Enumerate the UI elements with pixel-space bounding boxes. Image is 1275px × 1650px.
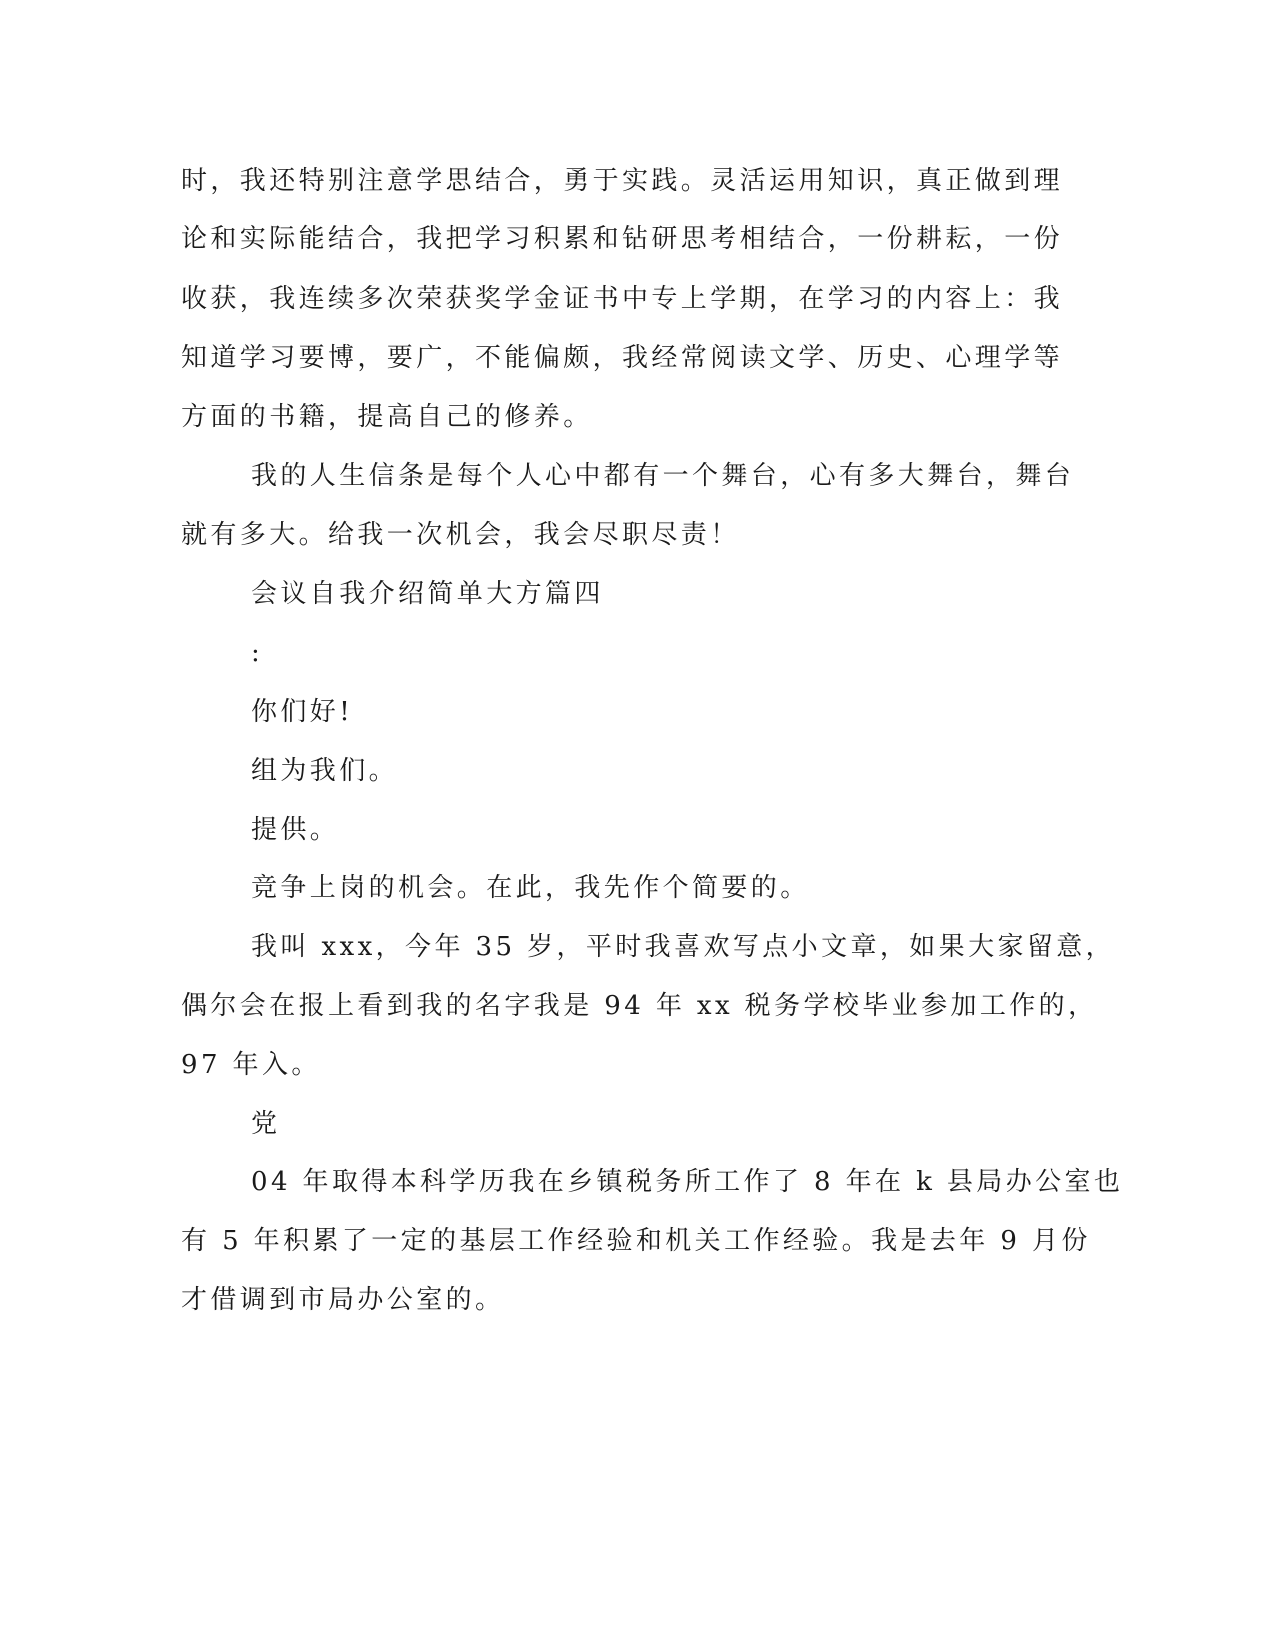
paragraph-line: 方面的书籍，提高自己的修养。 <box>181 402 593 432</box>
paragraph-line: 才借调到市局办公室的。 <box>181 1285 505 1315</box>
paragraph-line: 时，我还特别注意学思结合，勇于实践。灵活运用知识，真正做到理 <box>181 166 1064 196</box>
paragraph-line: 我叫 xxx，今年 35 岁，平时我喜欢写点小文章，如果大家留意， <box>251 932 1116 962</box>
paragraph-line: 偶尔会在报上看到我的名字我是 94 年 xx 税务学校毕业参加工作的， <box>181 991 1098 1021</box>
greeting-line: 你们好! <box>251 697 354 727</box>
paragraph-line: 就有多大。给我一次机会，我会尽职尽责！ <box>181 520 740 550</box>
paragraph-line: 知道学习要博，要广，不能偏颇，我经常阅读文学、历史、心理学等 <box>181 343 1064 373</box>
paragraph-line: 党 <box>251 1109 281 1139</box>
section-heading: 会议自我介绍简单大方篇四 <box>251 579 604 609</box>
paragraph-line: 提供。 <box>251 815 340 845</box>
paragraph-line: 组为我们。 <box>251 756 399 786</box>
salutation-colon: : <box>251 638 264 668</box>
paragraph-line: 竞争上岗的机会。在此，我先作个简要的。 <box>251 873 810 903</box>
paragraph-line: 论和实际能结合，我把学习积累和钻研思考相结合，一份耕耘，一份 <box>181 224 1064 254</box>
paragraph-line: 97 年入。 <box>181 1050 321 1080</box>
paragraph-line: 收获，我连续多次荣获奖学金证书中专上学期，在学习的内容上：我 <box>181 284 1064 314</box>
paragraph-line: 有 5 年积累了一定的基层工作经验和机关工作经验。我是去年 9 月份 <box>181 1226 1091 1256</box>
paragraph-line: 04 年取得本科学历我在乡镇税务所工作了 8 年在 k 县局办公室也 <box>251 1167 1124 1197</box>
paragraph-line: 我的人生信条是每个人心中都有一个舞台，心有多大舞台，舞台 <box>251 461 1075 491</box>
